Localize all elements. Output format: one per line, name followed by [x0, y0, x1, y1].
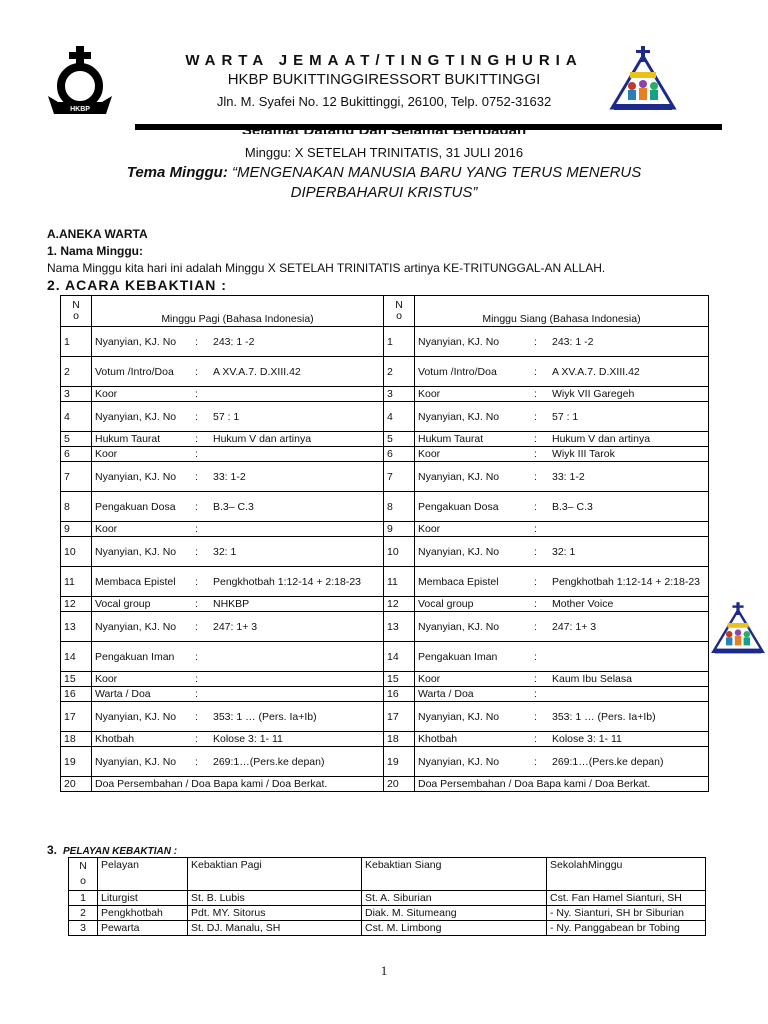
table-row	[61, 522, 709, 537]
nama-minggu-text: Nama Minggu kita hari ini adalah Minggu X SETELAH TRINITATIS artinya KE-TRITUNGGAL-AN ALLAH.	[47, 261, 606, 275]
item-value: Wiyk III Tarok	[552, 448, 615, 460]
item-label: Nyanyian, KJ. No	[95, 545, 177, 558]
servant-pagi: St. DJ. Manalu, SH	[188, 921, 362, 936]
siang-cell	[415, 687, 709, 702]
colon-separator: :	[195, 388, 198, 400]
colon-separator: :	[534, 755, 537, 768]
table-row	[61, 327, 709, 357]
row-number: 3	[61, 387, 92, 402]
item-value: Kolose 3: 1- 11	[552, 733, 622, 745]
item-value: Mother Voice	[552, 598, 614, 610]
siang-cell	[415, 642, 709, 672]
row-number: 1	[384, 327, 415, 357]
item-value: 32: 1	[552, 545, 576, 558]
table-header-row	[61, 296, 709, 327]
table-row	[61, 777, 709, 792]
row-number: 20	[61, 777, 92, 792]
item-label: Koor	[418, 523, 441, 535]
row-number: 4	[384, 402, 415, 432]
row-number: 7	[384, 462, 415, 492]
table-row	[61, 402, 709, 432]
item-label: Pengakuan Iman	[95, 650, 175, 663]
row-number: 7	[61, 462, 92, 492]
worship-order-table	[60, 295, 709, 792]
row-number: 3	[384, 387, 415, 402]
item-label: Koor	[95, 673, 118, 685]
row-number: 2	[61, 357, 92, 387]
church-name: HKBP BUKITTINGGIRESSORT BUKITTINGGI	[227, 71, 541, 88]
table-row	[61, 387, 709, 402]
row-number: 18	[384, 732, 415, 747]
item-label: Vocal group	[418, 598, 474, 610]
item-value: A XV.A.7. D.XIII.42	[552, 365, 640, 378]
col-pelayan: Pelayan	[98, 858, 188, 891]
item-value: 269:1…(Pers.ke depan)	[552, 755, 664, 768]
col-pagi: Kebaktian Pagi	[188, 858, 362, 891]
colon-separator: :	[195, 448, 198, 460]
row-number: 6	[384, 447, 415, 462]
colon-separator: :	[534, 410, 537, 423]
row-number: 14	[384, 642, 415, 672]
item-label: Khotbah	[418, 733, 458, 745]
pagi-cell	[92, 402, 384, 432]
servant-siang: Cst. M. Limbong	[362, 921, 547, 936]
pagi-cell	[92, 567, 384, 597]
item-label: Hukum Taurat	[418, 433, 484, 445]
siang-cell	[415, 447, 709, 462]
row-number: 1	[61, 327, 92, 357]
servant-role: Liturgist	[98, 891, 188, 906]
table-row	[61, 687, 709, 702]
item-label: Koor	[95, 388, 118, 400]
siang-cell	[415, 732, 709, 747]
colon-separator: :	[534, 688, 537, 700]
sunday-theme	[0, 163, 768, 203]
row-number: 16	[61, 687, 92, 702]
pagi-cell	[92, 327, 384, 357]
siang-cell	[415, 597, 709, 612]
item-value: 57 : 1	[213, 410, 240, 423]
colon-separator: :	[534, 673, 537, 685]
siang-cell	[415, 747, 709, 777]
row-number: 5	[384, 432, 415, 447]
row-number: 12	[61, 597, 92, 612]
servant-siang: St. A. Siburian	[362, 891, 547, 906]
svg-text:HKBP: HKBP	[70, 106, 90, 113]
row-number: 13	[384, 612, 415, 642]
table-row	[69, 921, 706, 936]
item-label: Koor	[95, 523, 118, 535]
item-label: Membaca Epistel	[95, 575, 176, 588]
header-divider	[135, 124, 722, 130]
pagi-cell	[92, 687, 384, 702]
item-label: Nyanyian, KJ. No	[95, 620, 177, 633]
item-label: Koor	[95, 448, 118, 460]
item-label: Nyanyian, KJ. No	[418, 335, 500, 348]
row-number: 13	[61, 612, 92, 642]
siang-cell	[415, 612, 709, 642]
colon-separator: :	[534, 448, 537, 460]
item-value: 353: 1 … (Pers. Ia+Ib)	[552, 710, 656, 723]
pagi-cell	[92, 702, 384, 732]
row-number: 17	[61, 702, 92, 732]
no-header: N o	[61, 296, 92, 327]
pagi-cell	[92, 612, 384, 642]
pagi-cell	[92, 642, 384, 672]
siang-cell	[415, 672, 709, 687]
pagi-cell	[92, 447, 384, 462]
row-number: 5	[61, 432, 92, 447]
colon-separator: :	[534, 710, 537, 723]
colon-separator: :	[195, 433, 198, 445]
item-label: Koor	[418, 673, 441, 685]
row-number: 10	[384, 537, 415, 567]
item-value: 243: 1 -2	[552, 335, 594, 348]
church-address: Jln. M. Syafei No. 12 Bukittinggi, 26100, Telp. 0752-31632	[216, 94, 552, 109]
siang-cell	[415, 522, 709, 537]
item-label: Koor	[418, 388, 441, 400]
colon-separator: :	[534, 733, 537, 745]
item-label: Pengakuan Iman	[418, 650, 498, 663]
servant-siang: Diak. M. Situmeang	[362, 906, 547, 921]
row-number: 10	[61, 537, 92, 567]
siang-cell	[415, 567, 709, 597]
siang-cell	[415, 537, 709, 567]
no-header: N o	[384, 296, 415, 327]
item-label: Nyanyian, KJ. No	[95, 410, 177, 423]
colon-separator: :	[534, 433, 537, 445]
colon-separator: :	[195, 410, 198, 423]
siang-header: Minggu Siang (Bahasa Indonesia)	[415, 296, 709, 327]
table-row	[61, 537, 709, 567]
colon-separator: :	[195, 620, 198, 633]
row-number: 15	[384, 672, 415, 687]
item-label: Votum /Intro/Doa	[95, 365, 174, 378]
table-row	[69, 891, 706, 906]
item-label: Pengakuan Dosa	[418, 500, 499, 513]
colon-separator: :	[534, 620, 537, 633]
item-value: Pengkhotbah 1:12-14 + 2:18-23	[552, 575, 700, 588]
page-number: 1	[380, 963, 388, 978]
table-row	[61, 612, 709, 642]
col-siang: Kebaktian Siang	[362, 858, 547, 891]
table-row	[61, 357, 709, 387]
colon-separator: :	[195, 575, 198, 588]
family-year-logo-small	[710, 600, 766, 662]
colon-separator: :	[195, 710, 198, 723]
table-row	[69, 906, 706, 921]
pagi-cell	[92, 732, 384, 747]
col-no: N o	[69, 858, 98, 891]
servant-sekolah-minggu: Cst. Fan Hamel Sianturi, SH	[547, 891, 706, 906]
table-row	[61, 702, 709, 732]
table-row	[61, 567, 709, 597]
servant-pagi: Pdt. MY. Sitorus	[188, 906, 362, 921]
item-label: Nyanyian, KJ. No	[95, 710, 177, 723]
theme-text: “MENGENAKAN MANUSIA BARU YANG TERUS MENERUS	[232, 164, 642, 181]
item-label: Vocal group	[95, 598, 151, 610]
item-label: Koor	[418, 448, 441, 460]
colon-separator: :	[195, 335, 198, 348]
colon-separator: :	[195, 688, 198, 700]
item-value: 243: 1 -2	[213, 335, 255, 348]
section-aneka-warta: A.ANEKA WARTA	[47, 227, 148, 241]
servant-no: 1	[69, 891, 98, 906]
item-value: Pengkhotbah 1:12-14 + 2:18-23	[213, 575, 361, 588]
row-number: 8	[384, 492, 415, 522]
row-number: 19	[384, 747, 415, 777]
pagi-cell	[92, 387, 384, 402]
item-value: Kaum Ibu Selasa	[552, 673, 632, 685]
servants-table	[68, 857, 706, 936]
section-nama-minggu: 1. Nama Minggu:	[47, 244, 144, 258]
item-label: Nyanyian, KJ. No	[95, 470, 177, 483]
colon-separator: :	[534, 365, 537, 378]
colon-separator: :	[195, 523, 198, 535]
item-value: 247: 1+ 3	[213, 620, 258, 633]
colon-separator: :	[534, 523, 537, 535]
colon-separator: :	[195, 470, 198, 483]
item-value: Hukum V dan artinya	[552, 433, 651, 445]
table-row	[61, 597, 709, 612]
table-row	[61, 672, 709, 687]
item-label: Hukum Taurat	[95, 433, 161, 445]
siang-cell	[415, 402, 709, 432]
siang-cell	[415, 492, 709, 522]
item-label: Warta / Doa	[418, 688, 474, 700]
colon-separator: :	[195, 598, 198, 610]
pagi-cell	[92, 747, 384, 777]
table-row	[61, 492, 709, 522]
row-number: 4	[61, 402, 92, 432]
table-row	[61, 747, 709, 777]
siang-cell	[415, 327, 709, 357]
sunday-name: Minggu: X SETELAH TRINITATIS, 31 JULI 2016	[244, 145, 524, 160]
row-number: 9	[61, 522, 92, 537]
colon-separator: :	[534, 545, 537, 558]
table-row	[61, 732, 709, 747]
table-row	[61, 447, 709, 462]
siang-cell	[415, 702, 709, 732]
colon-separator: :	[195, 545, 198, 558]
theme-label: Tema Minggu:	[126, 164, 228, 181]
colon-separator: :	[534, 575, 537, 588]
colon-separator: :	[195, 650, 198, 663]
item-label: Nyanyian, KJ. No	[418, 410, 500, 423]
table-row	[61, 642, 709, 672]
table-row	[61, 432, 709, 447]
row-number: 19	[61, 747, 92, 777]
servant-pagi: St. B. Lubis	[188, 891, 362, 906]
pagi-header: Minggu Pagi (Bahasa Indonesia)	[92, 296, 384, 327]
colon-separator: :	[195, 733, 198, 745]
item-label: Nyanyian, KJ. No	[418, 710, 500, 723]
item-label: Nyanyian, KJ. No	[418, 755, 500, 768]
item-value: 32: 1	[213, 545, 237, 558]
row-number: 16	[384, 687, 415, 702]
pagi-cell	[92, 462, 384, 492]
siang-cell	[415, 357, 709, 387]
item-value: 269:1…(Pers.ke depan)	[213, 755, 325, 768]
pagi-cell	[92, 537, 384, 567]
item-value: B.3– C.3	[552, 500, 593, 513]
pagi-cell	[92, 357, 384, 387]
row-number: 6	[61, 447, 92, 462]
item-label: Pengakuan Dosa	[95, 500, 176, 513]
pagi-cell	[92, 522, 384, 537]
servant-no: 3	[69, 921, 98, 936]
row-number: 2	[384, 357, 415, 387]
row-number: 8	[61, 492, 92, 522]
pagi-cell	[92, 492, 384, 522]
section-pelayan: 3. PELAYAN KEBAKTIAN :	[47, 843, 178, 857]
pagi-cell	[92, 597, 384, 612]
siang-cell	[415, 462, 709, 492]
item-label: Khotbah	[95, 733, 135, 745]
item-value: 33: 1-2	[552, 470, 585, 483]
item-label: Votum /Intro/Doa	[418, 365, 497, 378]
servant-role: Pewarta	[98, 921, 188, 936]
item-value: 247: 1+ 3	[552, 620, 597, 633]
item-value: 353: 1 … (Pers. Ia+Ib)	[213, 710, 317, 723]
servant-role: Pengkhotbah	[98, 906, 188, 921]
row-number: 9	[384, 522, 415, 537]
item-value: Hukum V dan artinya	[213, 433, 312, 445]
colon-separator: :	[195, 673, 198, 685]
servant-sekolah-minggu: - Ny. Panggabean br Tobing	[547, 921, 706, 936]
item-value: Wiyk VII Garegeh	[552, 388, 635, 400]
item-label: Nyanyian, KJ. No	[418, 545, 500, 558]
colon-separator: :	[534, 650, 537, 663]
item-value: B.3– C.3	[213, 500, 254, 513]
colon-separator: :	[195, 365, 198, 378]
row-number: 18	[61, 732, 92, 747]
pagi-cell: Doa Persembahan / Doa Bapa kami / Doa Berkat.	[92, 777, 384, 792]
item-label: Nyanyian, KJ. No	[95, 755, 177, 768]
newsletter-title: WARTA JEMAAT/TINGTINGHURIA	[185, 52, 583, 69]
row-number: 14	[61, 642, 92, 672]
item-value: Kolose 3: 1- 11	[213, 733, 283, 745]
servant-no: 2	[69, 906, 98, 921]
siang-cell	[415, 387, 709, 402]
servant-sekolah-minggu: - Ny. Sianturi, SH br Siburian	[547, 906, 706, 921]
item-label: Membaca Epistel	[418, 575, 499, 588]
colon-separator: :	[534, 335, 537, 348]
table-row	[61, 462, 709, 492]
item-value: NHKBP	[213, 598, 250, 610]
theme-text-2: DIPERBAHARUI KRISTUS”	[290, 184, 478, 201]
table-header-row	[69, 858, 706, 891]
colon-separator: :	[534, 598, 537, 610]
item-label: Nyanyian, KJ. No	[418, 470, 500, 483]
pagi-cell	[92, 432, 384, 447]
item-value: 57 : 1	[552, 410, 579, 423]
row-number: 20	[384, 777, 415, 792]
section-acara-kebaktian: 2. ACARA KEBAKTIAN :	[47, 277, 227, 293]
colon-separator: :	[534, 500, 537, 513]
col-sekolah-minggu: SekolahMinggu	[547, 858, 706, 891]
item-value: 33: 1-2	[213, 470, 246, 483]
item-label: Nyanyian, KJ. No	[95, 335, 177, 348]
item-value: A XV.A.7. D.XIII.42	[213, 365, 301, 378]
colon-separator: :	[534, 388, 537, 400]
row-number: 17	[384, 702, 415, 732]
row-number: 11	[384, 567, 415, 597]
colon-separator: :	[195, 500, 198, 513]
row-number: 15	[61, 672, 92, 687]
siang-cell: Doa Persembahan / Doa Bapa kami / Doa Berkat.	[415, 777, 709, 792]
row-number: 12	[384, 597, 415, 612]
item-label: Warta / Doa	[95, 688, 151, 700]
colon-separator: :	[195, 755, 198, 768]
colon-separator: :	[534, 470, 537, 483]
item-label: Nyanyian, KJ. No	[418, 620, 500, 633]
pagi-cell	[92, 672, 384, 687]
row-number: 11	[61, 567, 92, 597]
siang-cell	[415, 432, 709, 447]
